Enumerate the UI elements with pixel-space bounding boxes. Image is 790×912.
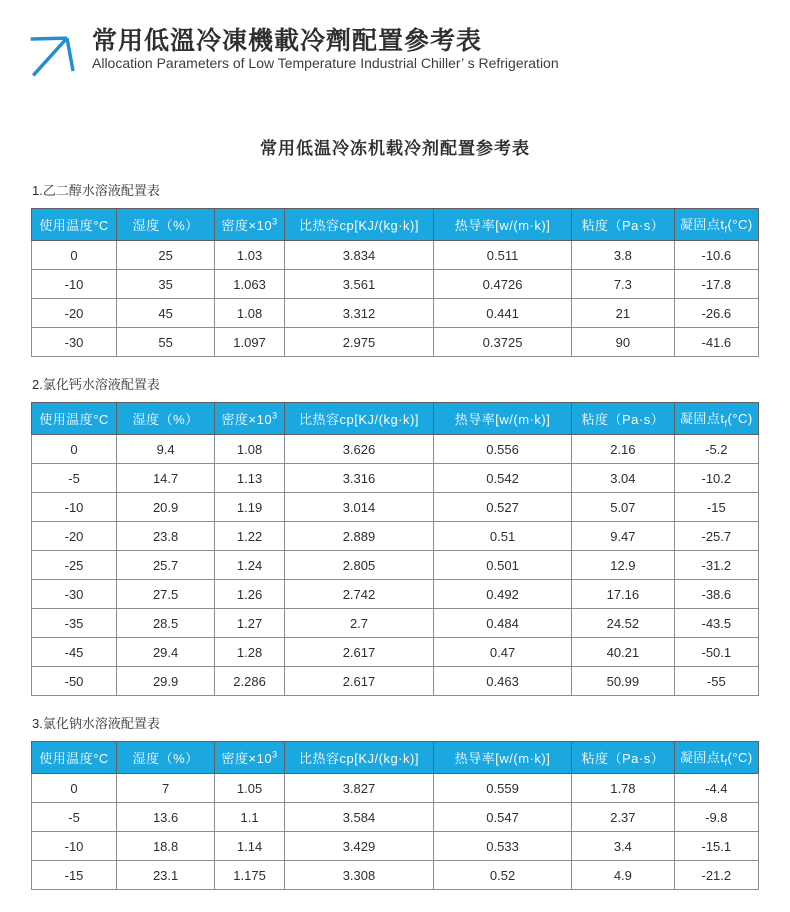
column-header: 密度$\times 10^3$ (215, 209, 285, 241)
table-cell: 28.5 (117, 609, 215, 638)
table-cell: 3.429 (284, 832, 433, 861)
table-cell: 1.175 (215, 861, 285, 890)
table-header-row (32, 209, 759, 241)
column-header: 使用温度°C (32, 209, 117, 241)
table-cell: -45 (32, 638, 117, 667)
table-cell: -15 (674, 493, 758, 522)
table-row (32, 299, 759, 328)
table-cell: 1.08 (215, 435, 285, 464)
table-cell: 0.556 (434, 435, 572, 464)
table-cell: 2.742 (284, 580, 433, 609)
table-row (32, 832, 759, 861)
column-header: 粘度（Pa·s） (572, 403, 675, 435)
table-cell: 0.3725 (434, 328, 572, 357)
column-header: 凝固点$t_f(^\circ C)$ (674, 742, 758, 774)
table-cell: 2.286 (215, 667, 285, 696)
table-row (32, 861, 759, 890)
table-cell: 7.3 (572, 270, 675, 299)
table-cell: 0.463 (434, 667, 572, 696)
table-cell: 24.52 (572, 609, 675, 638)
table-cell: -50 (32, 667, 117, 696)
table-cell: -10.2 (674, 464, 758, 493)
table-cell: 1.13 (215, 464, 285, 493)
table-cell: 1.14 (215, 832, 285, 861)
table-cell: 0.441 (434, 299, 572, 328)
table-cell: 3.834 (284, 241, 433, 270)
table-cell: 1.097 (215, 328, 285, 357)
table-row (32, 435, 759, 464)
table-cell: 3.014 (284, 493, 433, 522)
table-cell: 0.547 (434, 803, 572, 832)
table-cell: 29.4 (117, 638, 215, 667)
column-header: 比热容cp[KJ/(kg·k)] (284, 403, 433, 435)
table-cell: 1.063 (215, 270, 285, 299)
table-cell: 0.559 (434, 774, 572, 803)
table-row (32, 638, 759, 667)
table-cell: 1.28 (215, 638, 285, 667)
table-cell: -10 (32, 493, 117, 522)
column-header: 湿度（%） (117, 403, 215, 435)
table-cell: -15.1 (674, 832, 758, 861)
column-header: 凝固点$t_f(^\circ C)$ (674, 209, 758, 241)
table-cell: -10 (32, 270, 117, 299)
table-cell: 35 (117, 270, 215, 299)
table-cell: 3.308 (284, 861, 433, 890)
table-cell: -10 (32, 832, 117, 861)
table-cell: 2.16 (572, 435, 675, 464)
column-header: 使用温度°C (32, 403, 117, 435)
table-cell: 3.561 (284, 270, 433, 299)
table-cell: -9.8 (674, 803, 758, 832)
table-cell: 2.617 (284, 667, 433, 696)
table-row (32, 774, 759, 803)
table-cell: 0.511 (434, 241, 572, 270)
table-cell: 25 (117, 241, 215, 270)
table-cell: 2.805 (284, 551, 433, 580)
table-cell: -41.6 (674, 328, 758, 357)
table-row (32, 609, 759, 638)
column-header: 粘度（Pa·s） (572, 209, 675, 241)
table-cell: 3.4 (572, 832, 675, 861)
table-cell: 1.03 (215, 241, 285, 270)
table-cell: 40.21 (572, 638, 675, 667)
column-header: 凝固点$t_f(^\circ C)$ (674, 403, 758, 435)
table-cell: 0.51 (434, 522, 572, 551)
table-cell: 0.47 (434, 638, 572, 667)
table-cell: -25 (32, 551, 117, 580)
column-header: 热导率[w/(m·k)] (434, 403, 572, 435)
table-row (32, 580, 759, 609)
table-cell: -55 (674, 667, 758, 696)
brand-text-block (92, 24, 559, 71)
table-cell: 0 (32, 774, 117, 803)
table-calcium-chloride (31, 402, 759, 696)
table-cell: 1.05 (215, 774, 285, 803)
table-cell: 5.07 (572, 493, 675, 522)
table-cell: 2.975 (284, 328, 433, 357)
table-cell: 3.312 (284, 299, 433, 328)
table-cell: 14.7 (117, 464, 215, 493)
table-cell: -50.1 (674, 638, 758, 667)
table-cell: 2.37 (572, 803, 675, 832)
column-header: 比热容cp[KJ/(kg·k)] (284, 742, 433, 774)
table-row (32, 241, 759, 270)
table-cell: 17.16 (572, 580, 675, 609)
table-row (32, 270, 759, 299)
table-row (32, 803, 759, 832)
table-cell: 12.9 (572, 551, 675, 580)
brand-header (28, 24, 790, 78)
table-cell: 55 (117, 328, 215, 357)
table-row (32, 551, 759, 580)
table-cell: 29.9 (117, 667, 215, 696)
table-cell: -43.5 (674, 609, 758, 638)
table-cell: -17.8 (674, 270, 758, 299)
table-cell: -31.2 (674, 551, 758, 580)
column-header: 使用温度°C (32, 742, 117, 774)
brand-subtitle: Allocation Parameters of Low Temperature Industrial Chiller’ s Refrigeration (92, 55, 559, 72)
table-cell: 23.8 (117, 522, 215, 551)
table-cell: 45 (117, 299, 215, 328)
table-cell: 3.584 (284, 803, 433, 832)
table-cell: -30 (32, 328, 117, 357)
table-cell: 1.78 (572, 774, 675, 803)
column-header: 密度$\times 10^3$ (215, 742, 285, 774)
table-cell: -35 (32, 609, 117, 638)
table-cell: 0.533 (434, 832, 572, 861)
table-cell: -38.6 (674, 580, 758, 609)
table-cell: 0 (32, 241, 117, 270)
table-cell: 27.5 (117, 580, 215, 609)
table-cell: 0.527 (434, 493, 572, 522)
table-cell: -20 (32, 522, 117, 551)
table-cell: 18.8 (117, 832, 215, 861)
table-cell: 0 (32, 435, 117, 464)
table-cell: -25.7 (674, 522, 758, 551)
table-cell: 50.99 (572, 667, 675, 696)
column-header: 热导率[w/(m·k)] (434, 209, 572, 241)
table-cell: 3.827 (284, 774, 433, 803)
table-cell: 7 (117, 774, 215, 803)
table-cell: 23.1 (117, 861, 215, 890)
table-row (32, 522, 759, 551)
section-label-sodium-chloride: 3.氯化钠水溶液配置表 (32, 716, 160, 731)
table-cell: -30 (32, 580, 117, 609)
column-header: 比热容cp[KJ/(kg·k)] (284, 209, 433, 241)
table-cell: -5 (32, 803, 117, 832)
table-cell: -5.2 (674, 435, 758, 464)
table-cell: 1.27 (215, 609, 285, 638)
table-cell: 0.542 (434, 464, 572, 493)
section-label-calcium-chloride: 2.氯化钙水溶液配置表 (32, 377, 160, 392)
column-header: 密度$\times 10^3$ (215, 403, 285, 435)
table-cell: 1.22 (215, 522, 285, 551)
table-cell: 90 (572, 328, 675, 357)
table-cell: 1.08 (215, 299, 285, 328)
table-cell: 4.9 (572, 861, 675, 890)
table-cell: -15 (32, 861, 117, 890)
section-label-ethylene-glycol: 1.乙二醇水溶液配置表 (32, 183, 160, 198)
table-cell: -5 (32, 464, 117, 493)
table-cell: 2.889 (284, 522, 433, 551)
table-cell: 0.4726 (434, 270, 572, 299)
table-cell: 1.24 (215, 551, 285, 580)
table-cell: 0.492 (434, 580, 572, 609)
table-cell: 3.626 (284, 435, 433, 464)
table-cell: 2.617 (284, 638, 433, 667)
table-row (32, 667, 759, 696)
table-cell: -21.2 (674, 861, 758, 890)
table-cell: 9.47 (572, 522, 675, 551)
table-cell: 3.8 (572, 241, 675, 270)
table-cell: 3.316 (284, 464, 433, 493)
column-header: 粘度（Pa·s） (572, 742, 675, 774)
table-cell: 3.04 (572, 464, 675, 493)
table-cell: 9.4 (117, 435, 215, 464)
arrow-up-right-icon (28, 26, 80, 78)
table-row (32, 328, 759, 357)
table-cell: 1.1 (215, 803, 285, 832)
column-header: 湿度（%） (117, 209, 215, 241)
table-cell: -4.4 (674, 774, 758, 803)
table-ethylene-glycol (31, 208, 759, 357)
table-cell: 0.501 (434, 551, 572, 580)
brand-title: 常用低溫冷凍機載冷劑配置參考表 (92, 27, 483, 55)
table-header-row (32, 403, 759, 435)
table-cell: 0.484 (434, 609, 572, 638)
table-row (32, 464, 759, 493)
table-header-row (32, 742, 759, 774)
table-cell: 1.19 (215, 493, 285, 522)
table-sodium-chloride (31, 741, 759, 890)
table-cell: 1.26 (215, 580, 285, 609)
table-cell: 21 (572, 299, 675, 328)
table-cell: 20.9 (117, 493, 215, 522)
table-cell: -20 (32, 299, 117, 328)
column-header: 热导率[w/(m·k)] (434, 742, 572, 774)
column-header: 湿度（%） (117, 742, 215, 774)
table-cell: -10.6 (674, 241, 758, 270)
table-cell: 25.7 (117, 551, 215, 580)
table-cell: 13.6 (117, 803, 215, 832)
table-cell: -26.6 (674, 299, 758, 328)
table-row (32, 493, 759, 522)
table-cell: 2.7 (284, 609, 433, 638)
content-area (31, 180, 759, 890)
doc-title: 常用低温冷冻机载冷剂配置参考表 (260, 139, 530, 158)
table-cell: 0.52 (434, 861, 572, 890)
